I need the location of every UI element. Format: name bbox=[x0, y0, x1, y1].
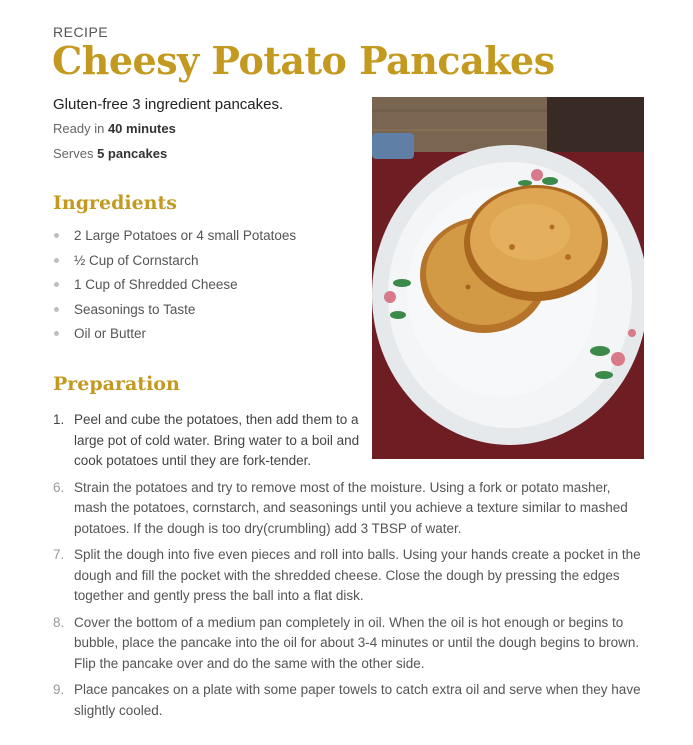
step-text: Peel and cube the potatoes, then add them to a large pot of cold water. Bring water to a boil and cook potatoes until they are fork-tender. bbox=[74, 412, 360, 468]
pancakes-photo bbox=[372, 97, 644, 459]
preparation-heading: Preparation bbox=[53, 373, 180, 395]
list-item bbox=[53, 613, 643, 675]
ingredients-heading: Ingredients bbox=[53, 192, 177, 214]
list-item bbox=[53, 545, 643, 607]
list-item bbox=[53, 680, 643, 721]
step-number: 8. bbox=[53, 614, 65, 630]
step-number: 6. bbox=[53, 479, 65, 495]
servings bbox=[53, 146, 167, 161]
step-number: 9. bbox=[53, 682, 65, 697]
step-text: Place pancakes on a plate with some paper towels to catch extra oil and serve when they have slightly cooled. bbox=[74, 682, 641, 718]
list-item: Oil or Butter bbox=[53, 324, 296, 349]
recipe-subtitle: Gluten-free 3 ingredient pancakes. bbox=[53, 96, 284, 113]
recipe-title: Cheesy Potato Pancakes bbox=[52, 38, 555, 83]
list-item: ½ Cup of Cornstarch bbox=[53, 251, 296, 276]
list-item bbox=[53, 478, 643, 540]
list-item bbox=[53, 410, 360, 472]
pancakes-plate-illustration bbox=[372, 97, 644, 459]
ready-value: 40 minutes bbox=[107, 121, 176, 136]
serves-value: 5 pancakes bbox=[97, 146, 168, 161]
step-number: 1. bbox=[53, 412, 65, 427]
preparation-steps bbox=[53, 410, 643, 727]
list-item: 2 Large Potatoes or 4 small Potatoes bbox=[53, 226, 296, 251]
step-text: Cover the bottom of a medium pan completely in oil. When the oil is hot enough or begins to bubble, place the pancake into the oil for about 3-4 minutes or until the dough begins to brown. Flip the pancake over and do the same with the other side. bbox=[74, 614, 640, 671]
step-text: Strain the potatoes and try to remove most of the moisture. Using a fork or potato masher, mash the potatoes, cornstarch, and seasonings until you achieve a texture similar to mashed potatoes. If the dough is too dry(crumbling) add 3 TBSP of water. bbox=[74, 479, 628, 536]
step-text: Split the dough into five even pieces and roll into balls. Using your hands create a pocket in the dough and fill the pocket with the shredded cheese. Close the dough by pressing the edges together and gently press the ball into a flat disk. bbox=[74, 547, 641, 603]
recipe-eyebrow: RECIPE bbox=[53, 24, 109, 40]
list-item: Seasonings to Taste bbox=[53, 300, 296, 325]
ready-prefix: Ready in bbox=[53, 121, 105, 136]
serves-prefix: Serves bbox=[53, 146, 94, 161]
ingredients-list bbox=[53, 226, 296, 349]
list-item: 1 Cup of Shredded Cheese bbox=[53, 275, 296, 300]
step-number: 7. bbox=[53, 547, 65, 562]
ready-time bbox=[53, 121, 176, 136]
